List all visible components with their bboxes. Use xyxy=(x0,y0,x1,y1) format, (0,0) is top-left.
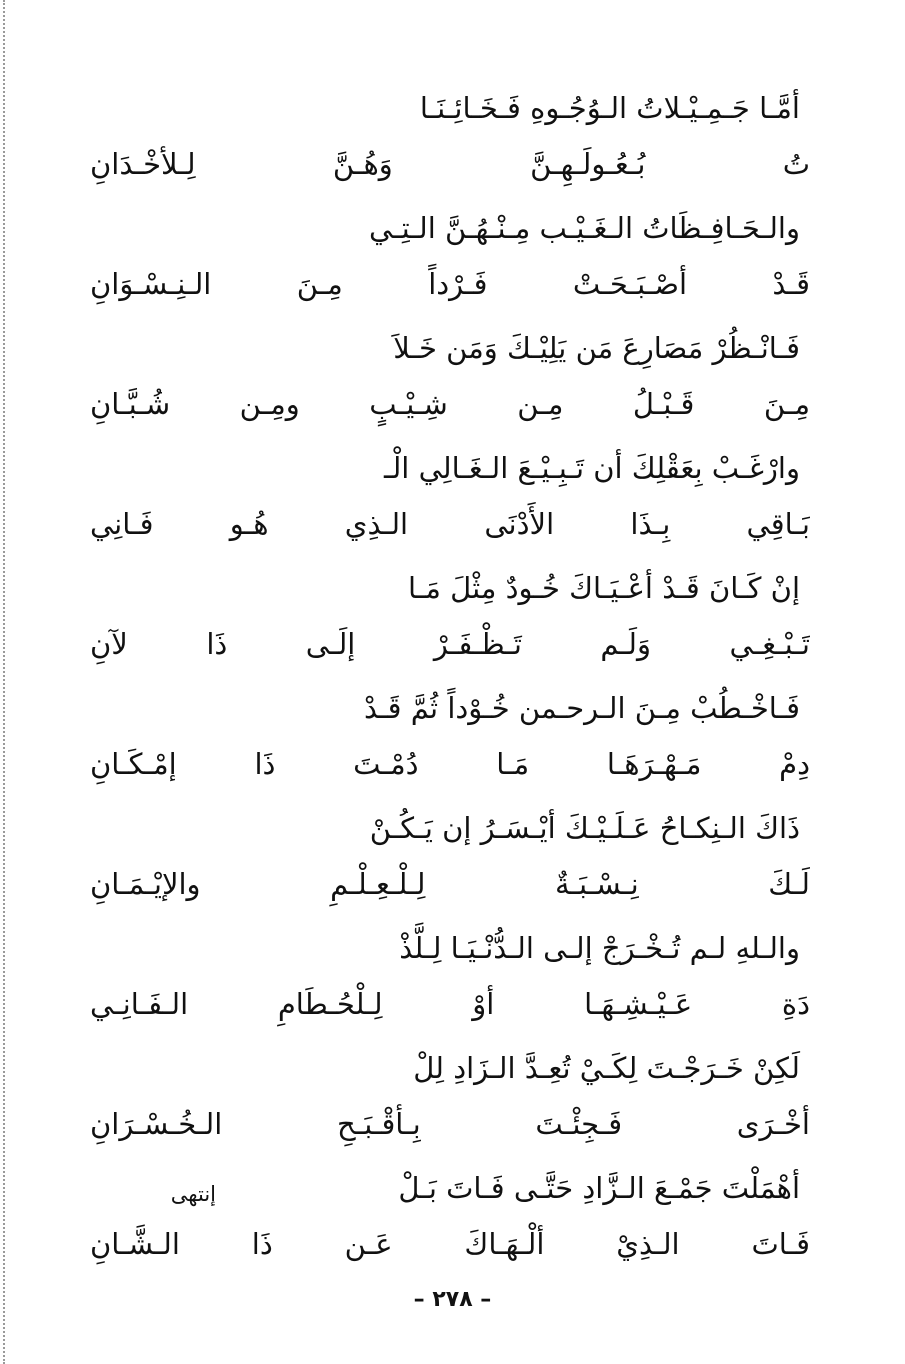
page-number: – ٢٧٨ – xyxy=(413,1287,492,1312)
verse-10-second-hemistich: فَـاتَ الـذِيْ ألْـهَـاكَ عَـن ذَا الـشَّـانِ xyxy=(90,1227,810,1261)
poem xyxy=(90,80,810,1272)
verse-3-second-hemistich: مِـنَ قَـبْـلُ مِـن شِـيْـبٍ ومِـن شُـبَّـانِ xyxy=(90,387,810,421)
verse-8-second-hemistich: دَةِ عَـيْـشِـهَـا أوْ لِـلْحُـطَامِ الـفَـانِـي xyxy=(90,987,810,1021)
verse-9-second-hemistich: أخْـرَى فَـجِئْـتَ بِـأقْـبَـحِ الـخُـسْـرَانِ xyxy=(90,1107,810,1141)
verse-7-first-hemistich: ذَاكَ الـنِكـاحُ عَـلَـيْـكَ أيْـسَـرُ إن يَـكُـنْ xyxy=(369,811,800,845)
verse-7-second-hemistich: لَـكَ نِـسْـبَـةٌ لِـلْـعِـلْـمِ والإيْـمَـانِ xyxy=(90,867,810,901)
verse-1-second-hemistich: تُ بُـعُـولَـهِـنَّ وَهُـنَّ لِـلأخْـدَانِ xyxy=(90,147,810,181)
ending-word: إنتهى xyxy=(170,1182,216,1206)
verse-5-second-hemistich: تَـبْـغِـي وَلَـم تَـظْـفَـرْ إلَـى ذَا لآنِ xyxy=(90,627,810,661)
verse-6-first-hemistich: فَـاخْـطُبْ مِـنَ الـرحـمن خُـوْداً ثُمَّ قَـدْ xyxy=(363,691,800,725)
verse-4-second-hemistich: بَـاقِي بِـذَا الأَدْنَى الـذِي هُـو فَـانِي xyxy=(90,507,810,541)
verse-2-first-hemistich: والـحَـافِـظَاتُ الـغَـيْـب مِـنْـهُـنَّ الـتِـي xyxy=(368,211,800,245)
verse-3-first-hemistich: فَـانْـظُرْ مَصَارِعَ مَن يَلِيْـكَ وَمَن خَـلاَ xyxy=(393,331,800,365)
verse-9-first-hemistich: لَكِنْ خَـرَجْـتَ لِكَـيْ تُعِـدَّ الـزَادِ لِلْ xyxy=(413,1051,800,1085)
verse-6-second-hemistich: دِمْ مَـهْـرَهَـا مَـا دُمْـتَ ذَا إمْـكَـانِ xyxy=(90,747,810,781)
scan-edge-dotted-line xyxy=(3,0,5,1364)
verse-8-first-hemistich: والـلهِ لـم تُـخْـرَجْ إلـى الـدُّنْـيَـا لِـلَّذْ xyxy=(399,931,800,965)
verse-5-first-hemistich: إنْ كَـانَ قَـدْ أعْـيَـاكَ خُـودٌ مِثْلَ مَـا xyxy=(408,571,800,605)
verse-4-first-hemistich: وارْغَـبْ بِعَقْلِكَ أن تَـبِـيْـعَ الـغَـالِي الْـ xyxy=(383,451,800,485)
verse-1-first-hemistich: أمَّـا جَـمِـيْـلاتُ الـوُجُـوهِ فَـخَـائِـنَـا xyxy=(419,91,800,125)
verse-2-second-hemistich: قَـدْ أصْـبَـحَـتْ فَـرْداً مِـنَ الـنِـسْـوَانِ xyxy=(90,267,810,301)
verse-10-first-hemistich: أهْمَلْتَ جَمْـعَ الـزَّادِ حَتَّـى فَـاتَ بَـلْ xyxy=(398,1171,800,1205)
